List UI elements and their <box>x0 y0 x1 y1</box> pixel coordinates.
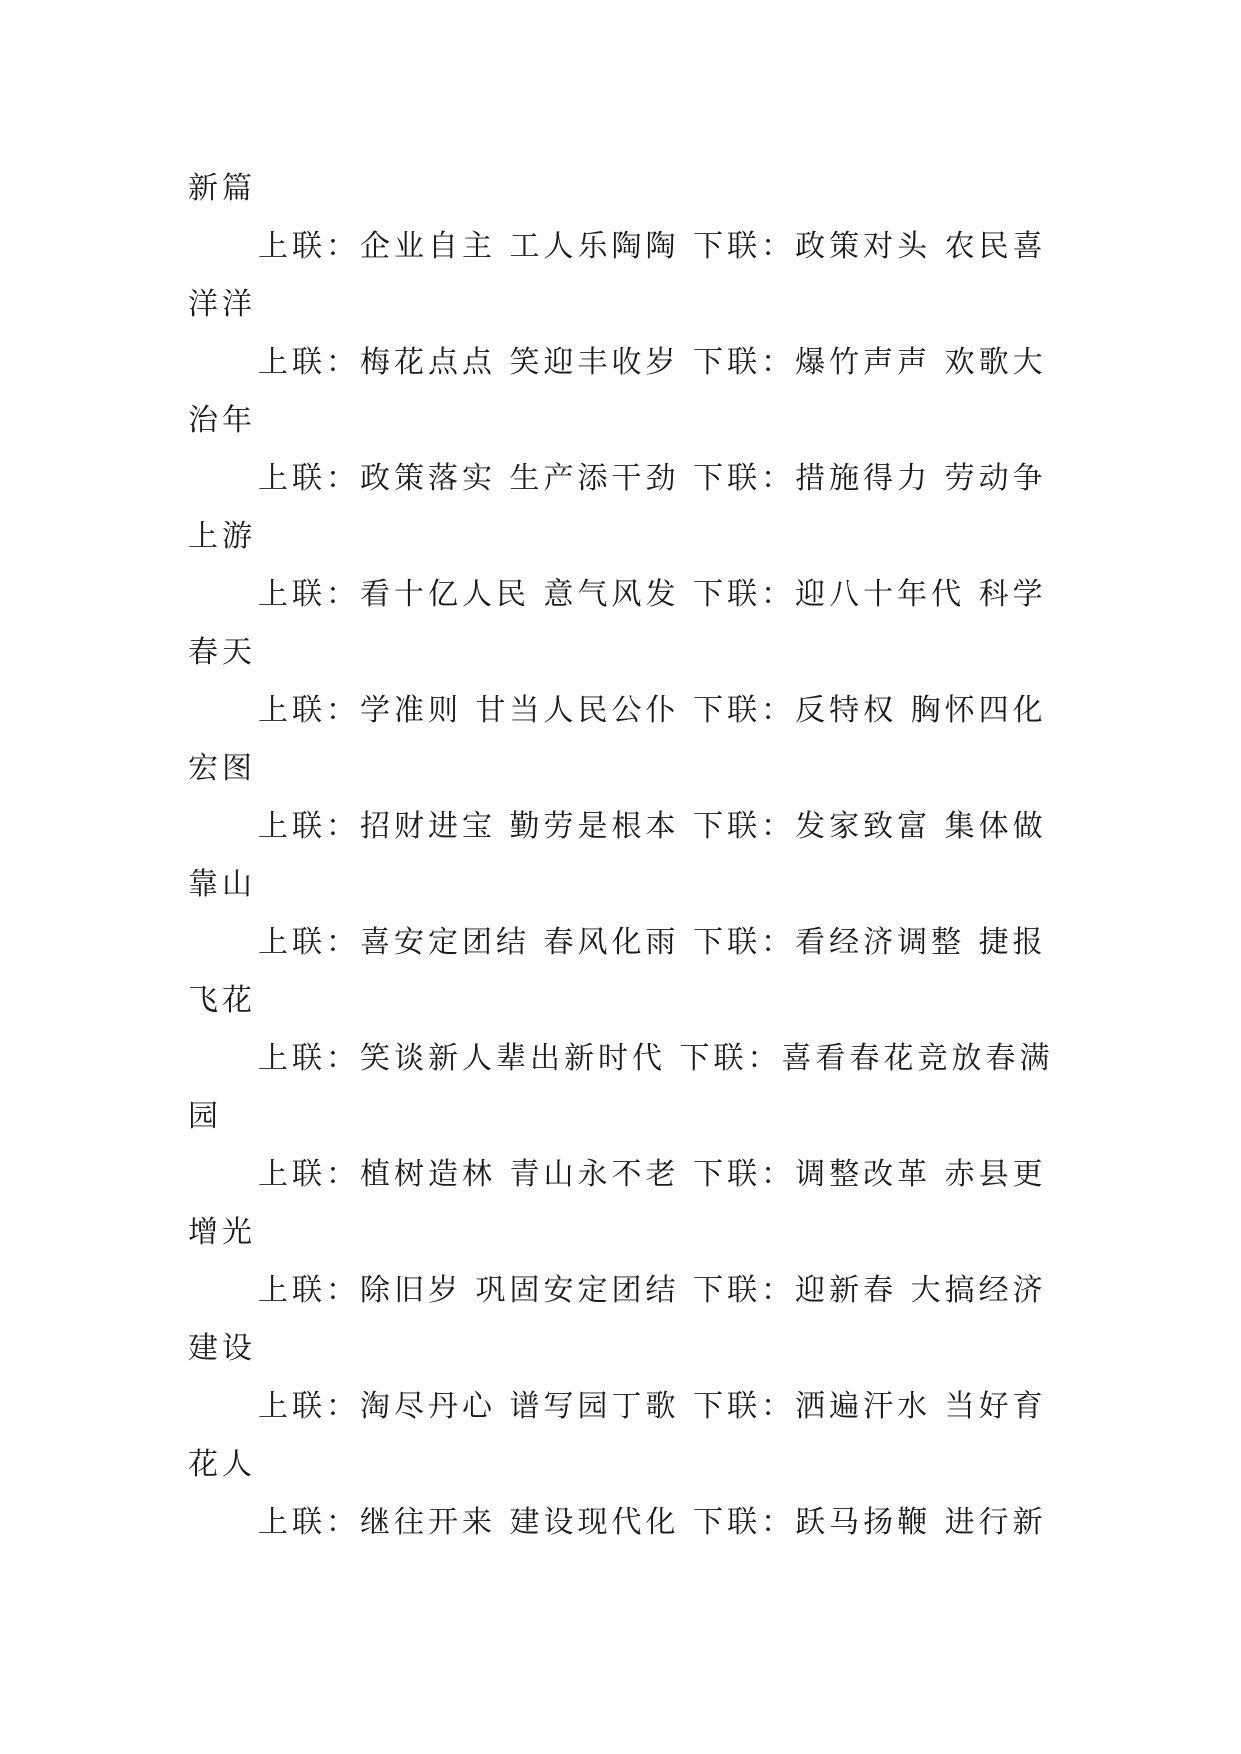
couplet-line: 上联：笑谈新人辈出新时代 下联：喜看春花竞放春满 <box>258 1041 1054 1076</box>
couplet-line: 上联：企业自主 工人乐陶陶 下联：政策对头 农民喜 <box>258 229 1047 264</box>
text-line: 新篇 <box>188 171 256 206</box>
text-line: 洋洋 <box>188 287 256 322</box>
text-line: 建设 <box>188 1331 256 1366</box>
text-line: 靠山 <box>188 867 256 902</box>
couplet-line: 上联：学准则 甘当人民公仆 下联：反特权 胸怀四化 <box>258 693 1047 728</box>
text-line: 上游 <box>188 519 256 554</box>
couplet-line: 上联：看十亿人民 意气风发 下联：迎八十年代 科学 <box>258 577 1047 612</box>
text-line: 飞花 <box>188 983 256 1018</box>
couplet-line: 上联：梅花点点 笑迎丰收岁 下联：爆竹声声 欢歌大 <box>258 345 1047 380</box>
couplet-line: 上联：植树造林 青山永不老 下联：调整改革 赤县更 <box>258 1157 1047 1192</box>
text-line: 增光 <box>188 1215 256 1250</box>
text-line: 治年 <box>188 403 256 438</box>
text-line: 宏图 <box>188 751 256 786</box>
document-body <box>188 160 1058 1552</box>
text-line: 花人 <box>188 1447 256 1482</box>
couplet-line: 上联：继往开来 建设现代化 下联：跃马扬鞭 进行新 <box>258 1505 1047 1540</box>
text-line: 园 <box>188 1099 222 1134</box>
couplet-line: 上联：除旧岁 巩固安定团结 下联：迎新春 大搞经济 <box>258 1273 1047 1308</box>
couplet-line: 上联：喜安定团结 春风化雨 下联：看经济调整 捷报 <box>258 925 1047 960</box>
couplet-line: 上联：招财进宝 勤劳是根本 下联：发家致富 集体做 <box>258 809 1047 844</box>
couplet-line: 上联：政策落实 生产添干劲 下联：措施得力 劳动争 <box>258 461 1047 496</box>
text-line: 春天 <box>188 635 256 670</box>
couplet-line: 上联：淘尽丹心 谱写园丁歌 下联：洒遍汗水 当好育 <box>258 1389 1047 1424</box>
